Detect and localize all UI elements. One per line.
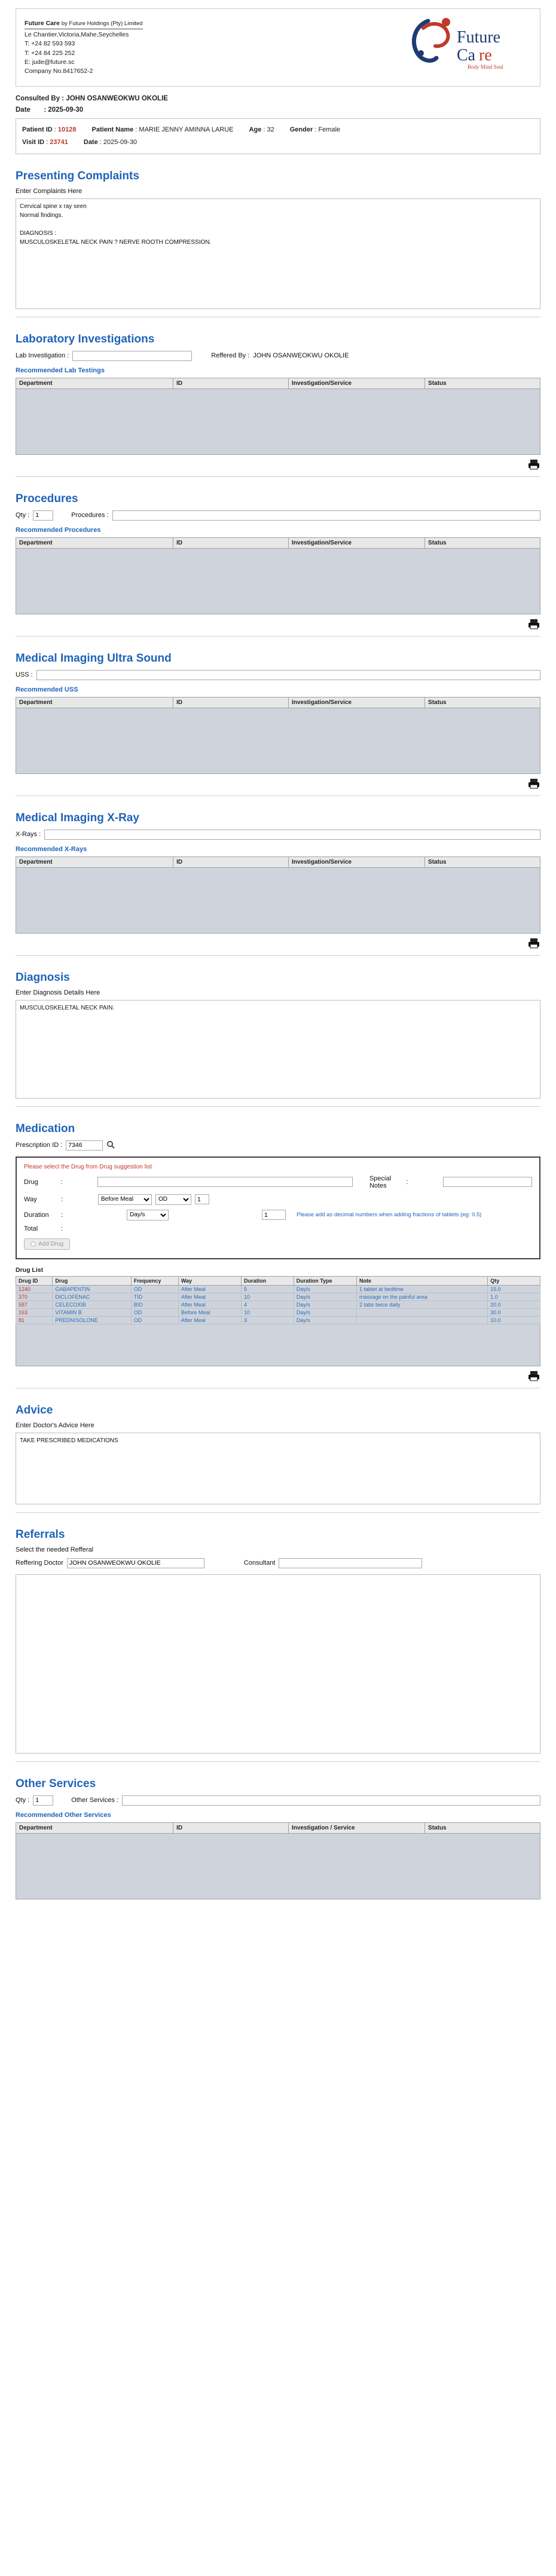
table-row[interactable] [16, 1316, 540, 1324]
recommended-other-services-label: Recommended Other Services [16, 1811, 111, 1819]
duration-unit-select[interactable] [127, 1210, 169, 1220]
diagnosis-title: Diagnosis [16, 971, 70, 984]
divider [16, 476, 540, 477]
presenting-complaints-textarea[interactable] [16, 198, 540, 309]
drug-row-id: 163 [16, 1308, 53, 1316]
table-header-row [16, 697, 540, 708]
drug-input[interactable] [97, 1177, 353, 1187]
other-services-input-label: Other Services : [71, 1797, 119, 1804]
gender-value: Female [318, 126, 341, 133]
drug-row-id: 1240 [16, 1285, 53, 1293]
table-header-row [16, 1822, 540, 1833]
total-label: Total [24, 1225, 38, 1232]
visit-id-value: 23741 [50, 138, 68, 146]
date-line [16, 106, 540, 114]
visit-id-colon: : [46, 138, 48, 146]
drug-row-name: PREDNISOLONE [53, 1316, 132, 1324]
lab-results-table [16, 378, 540, 455]
consultant-label: Consultant [243, 1559, 276, 1567]
referrals-subtitle: Select the needed Refferal [16, 1546, 94, 1553]
procedures-qty-input[interactable] [33, 510, 53, 521]
drug-row-qty: 15.0 [488, 1285, 540, 1293]
medical-imaging-xray-title: Medical Imaging X-Ray [16, 811, 139, 824]
diagnosis-subtitle: Enter Diagnosis Details Here [16, 989, 100, 996]
recommended-lab-testings-label: Recommended Lab Testings [16, 366, 105, 374]
logo-area [394, 16, 531, 79]
visit-date-group [84, 136, 137, 149]
age-colon: : [263, 126, 265, 133]
medication-title: Medication [16, 1122, 75, 1135]
os-empty-body [16, 1833, 540, 1899]
date-label: Date [16, 106, 30, 114]
visit-id-group [22, 136, 68, 149]
drug-row-duration-type: Day/s [294, 1316, 356, 1324]
drug-col-qty: Qty [488, 1276, 540, 1285]
drug-row-note [357, 1308, 488, 1316]
drug-row [24, 1175, 532, 1189]
other-services-input[interactable] [122, 1795, 540, 1806]
special-notes-input[interactable] [443, 1177, 532, 1187]
add-drug-button[interactable] [24, 1238, 70, 1250]
patient-id-group [22, 124, 77, 136]
xray-row [16, 830, 540, 840]
drug-row-note [357, 1316, 488, 1324]
prescription-page [0, 8, 556, 1923]
company-address: Le Chantier,Victoria,Mahe,Seychelles [25, 31, 129, 39]
table-row [16, 1324, 540, 1366]
way-select[interactable] [98, 1194, 152, 1205]
drug-row-name: DICLOFENAC [53, 1293, 132, 1301]
consulted-by-line [16, 95, 540, 102]
svg-text:Ca: Ca [457, 46, 476, 65]
patient-name-colon: : [135, 126, 138, 133]
proc-col-id: ID [173, 537, 289, 548]
table-header-row [16, 856, 540, 867]
printer-icon[interactable] [527, 458, 540, 470]
drug-row-duration: 4 [242, 1301, 294, 1308]
lab-col-id: ID [173, 378, 289, 388]
visit-id-label: Visit ID [22, 138, 45, 146]
other-services-qty-input[interactable] [33, 1795, 53, 1806]
drug-col-duration-type: Duration Type [294, 1276, 356, 1285]
gender-colon: : [314, 126, 317, 133]
consultant-input[interactable] [279, 1558, 422, 1568]
drug-col-note: Note [357, 1276, 488, 1285]
recommended-xrays-label: Recommended X-Rays [16, 845, 87, 853]
drug-row-note: 2 tabs twice daily [357, 1301, 488, 1308]
proc-col-investigation: Investigation/Service [289, 537, 425, 548]
other-services-title: Other Services [16, 1777, 96, 1790]
company-tel-2: T: +24 84 225 252 [25, 49, 75, 57]
date-value: 2025-09-30 [48, 106, 84, 114]
divider [16, 1106, 540, 1107]
uss-input-label: USS : [16, 671, 33, 679]
printer-icon[interactable] [527, 778, 540, 790]
total-colon: : [61, 1225, 63, 1232]
drug-list-empty-space [16, 1324, 540, 1366]
diagnosis-textarea[interactable] [16, 1000, 540, 1099]
drug-col-id: Drug ID [16, 1276, 53, 1285]
xray-empty-body [16, 867, 540, 933]
age-value: 32 [267, 126, 274, 133]
date-colon: : [44, 106, 47, 114]
total-row [24, 1225, 532, 1232]
table-header-row [16, 378, 540, 388]
drug-row-qty: 20.0 [488, 1301, 540, 1308]
special-notes-label: Special Notes [369, 1174, 392, 1189]
drug-row-duration: 10 [242, 1293, 294, 1301]
table-row[interactable] [16, 1308, 540, 1316]
printer-icon[interactable] [527, 1370, 540, 1382]
lab-empty-body [16, 388, 540, 454]
proc-col-department: Department [16, 537, 173, 548]
drug-row-id: 587 [16, 1301, 53, 1308]
lab-col-investigation: Investigation/Service [289, 378, 425, 388]
proc-empty-body [16, 548, 540, 614]
uss-print-row [16, 778, 540, 790]
divider [16, 1761, 540, 1762]
table-row [16, 548, 540, 614]
procedures-print-row [16, 618, 540, 630]
procedures-input-label: Procedures : [71, 512, 109, 519]
lab-investigation-input[interactable] [72, 351, 192, 361]
drug-col-way: Way [178, 1276, 241, 1285]
referrals-row [16, 1558, 540, 1568]
drug-list-table [16, 1276, 540, 1366]
add-drug-row [24, 1238, 532, 1250]
lab-investigation-label: Lab Investigation : [16, 352, 69, 360]
laboratory-investigations-title: Laboratory Investigations [16, 332, 155, 345]
patient-age-group [249, 124, 274, 136]
svg-text:re: re [479, 46, 492, 65]
consulted-by-value: JOHN OSANWEOKWU OKOLIE [66, 95, 168, 102]
printer-icon[interactable] [527, 937, 540, 949]
os-col-investigation: Investigation / Service [289, 1822, 425, 1833]
visit-date-colon: : [99, 138, 102, 146]
company-details [25, 19, 143, 76]
table-header-row [16, 1276, 540, 1285]
drug-row-way: After Meal [178, 1301, 241, 1308]
drug-row-frequency: OD [131, 1316, 178, 1324]
uss-col-id: ID [173, 697, 289, 708]
xray-input[interactable] [44, 830, 540, 840]
duration-colon: : [61, 1211, 63, 1219]
medication-warning-text: Please select the Drug from Drug suggestion list [24, 1163, 152, 1170]
table-header-row [16, 537, 540, 548]
lab-col-department: Department [16, 378, 173, 388]
company-registration-number: Company No.8417652-2 [25, 67, 93, 75]
patient-name-label: Patient Name [91, 126, 134, 133]
divider [16, 636, 540, 637]
patient-info-bar [16, 118, 540, 154]
prescription-id-input[interactable] [66, 1140, 103, 1151]
prescription-id-row [16, 1140, 540, 1151]
table-row [16, 708, 540, 773]
uss-row [16, 670, 540, 680]
drug-row-frequency: OD [131, 1285, 178, 1293]
drug-row-duration: 3 [242, 1316, 294, 1324]
future-care-logo-icon [397, 16, 528, 79]
xray-col-id: ID [173, 856, 289, 867]
duration-label: Duration [24, 1211, 49, 1219]
special-notes-colon: : [406, 1178, 408, 1186]
procedures-input[interactable] [112, 510, 540, 521]
drug-row-name: GABAPENTIN [53, 1285, 132, 1293]
procedures-row [16, 510, 540, 521]
plus-icon [30, 1241, 36, 1247]
drug-row-duration: 5 [242, 1285, 294, 1293]
uss-col-investigation: Investigation/Service [289, 697, 425, 708]
uss-table [16, 697, 540, 774]
lab-referred-by-label: Reffered By : [211, 352, 250, 360]
drug-row-qty: 1.0 [488, 1293, 540, 1301]
medical-imaging-uss-title: Medical Imaging Ultra Sound [16, 651, 172, 665]
procedures-title: Procedures [16, 492, 78, 505]
uss-col-department: Department [16, 697, 173, 708]
consulted-by-label: Consulted By : [16, 95, 65, 102]
prescription-id-label: Prescription ID : [16, 1142, 63, 1149]
drug-col-duration: Duration [242, 1276, 294, 1285]
other-services-table [16, 1822, 540, 1899]
patient-id-value: 10128 [57, 126, 77, 133]
patient-gender-group [290, 124, 340, 136]
xray-col-status: Status [425, 856, 540, 867]
search-icon[interactable] [106, 1140, 115, 1151]
company-name-suffix: by Future Holdings (Pty) Limited [61, 20, 143, 27]
uss-col-status: Status [425, 697, 540, 708]
os-col-department: Department [16, 1822, 173, 1833]
uss-input[interactable] [36, 670, 540, 680]
advice-subtitle: Enter Doctor's Advice Here [16, 1421, 94, 1429]
lab-referred-by-value: JOHN OSANWEOKWU OKOLIE [253, 352, 349, 360]
other-services-qty-label: Qty : [16, 1797, 30, 1804]
drug-row-frequency: TID [131, 1293, 178, 1301]
patient-id-colon: : [54, 126, 56, 133]
drug-row-way: After Meal [178, 1293, 241, 1301]
recommended-uss-label: Recommended USS [16, 686, 78, 693]
drug-row-way: After Meal [178, 1285, 241, 1293]
drug-row-note: massage on the painful area [357, 1293, 488, 1301]
way-label: Way [24, 1195, 37, 1203]
patient-name-group [92, 124, 234, 136]
company-name [25, 19, 143, 29]
drug-row-note: 1 tablet at bedtime [357, 1285, 488, 1293]
frequency-qty-input[interactable] [195, 1194, 209, 1204]
drug-col-drug: Drug [53, 1276, 132, 1285]
table-row [16, 388, 540, 454]
age-label: Age [249, 126, 262, 133]
frequency-select[interactable] [155, 1194, 191, 1205]
way-colon: : [61, 1195, 63, 1203]
lab-col-status: Status [425, 378, 540, 388]
table-row [16, 1833, 540, 1899]
visit-date-label: Date [83, 138, 98, 146]
xray-table [16, 856, 540, 934]
add-drug-button-label: Add Drug [38, 1240, 64, 1247]
drug-row-duration-type: Day/s [294, 1308, 356, 1316]
referrals-title: Referrals [16, 1528, 65, 1541]
duration-row [24, 1210, 532, 1220]
table-row[interactable] [16, 1301, 540, 1308]
drug-row-name: VITAMIN B [53, 1308, 132, 1316]
drug-row-qty: 10.0 [488, 1316, 540, 1324]
xray-input-label: X-Rays : [16, 831, 41, 839]
drug-label: Drug [24, 1178, 38, 1186]
referring-doctor-input[interactable] [67, 1558, 204, 1568]
table-row[interactable] [16, 1293, 540, 1301]
drug-row-id: 370 [16, 1293, 53, 1301]
drug-list-label: Drug List [16, 1266, 44, 1274]
drug-row-duration: 10 [242, 1308, 294, 1316]
lab-print-row [16, 458, 540, 470]
advice-textarea[interactable] [16, 1433, 540, 1504]
procedures-table [16, 537, 540, 614]
letterhead [16, 8, 540, 87]
drug-row-way: After Meal [178, 1316, 241, 1324]
drug-row-duration-type: Day/s [294, 1293, 356, 1301]
company-tel-1: T: +24 82 593 593 [25, 40, 75, 48]
drug-colon: : [60, 1178, 63, 1186]
duration-hint-text: Please add as decimal numbers when adding fractions of tablets (eg: 0.5) [297, 1211, 482, 1219]
drug-row-frequency: OD [131, 1308, 178, 1316]
os-col-id: ID [173, 1822, 289, 1833]
presenting-complaints-title: Presenting Complaints [16, 169, 139, 182]
xray-col-investigation: Investigation/Service [289, 856, 425, 867]
procedures-qty-label: Qty : [16, 512, 30, 519]
uss-empty-body [16, 708, 540, 773]
drug-row-duration-type: Day/s [294, 1301, 356, 1308]
divider [16, 955, 540, 956]
recommended-procedures-label: Recommended Procedures [16, 526, 101, 534]
duration-input[interactable] [262, 1210, 286, 1220]
table-row[interactable] [16, 1285, 540, 1293]
os-col-status: Status [425, 1822, 540, 1833]
printer-icon[interactable] [527, 618, 540, 630]
patient-id-label: Patient ID [22, 126, 53, 133]
visit-date-value: 2025-09-30 [103, 138, 138, 146]
referrals-textarea[interactable] [16, 1574, 540, 1754]
drug-row-frequency: BID [131, 1301, 178, 1308]
medication-print-row [16, 1370, 540, 1382]
company-name-main: Future Care [25, 19, 60, 27]
lab-investigation-row [16, 351, 540, 361]
gender-label: Gender [289, 126, 313, 133]
svg-text:Body Mind Soul: Body Mind Soul [468, 64, 504, 70]
drug-row-duration-type: Day/s [294, 1285, 356, 1293]
table-row [16, 867, 540, 933]
drug-col-frequency: Frequency [131, 1276, 178, 1285]
drug-row-way: Before Meal [178, 1308, 241, 1316]
other-services-row [16, 1795, 540, 1806]
divider [16, 1512, 540, 1513]
way-row [24, 1194, 532, 1205]
presenting-complaints-subtitle: Enter Complaints Here [16, 187, 83, 195]
drug-row-name: CELECOXIB [53, 1301, 132, 1308]
medication-entry-panel [16, 1157, 540, 1259]
svg-text:Future: Future [457, 28, 501, 47]
company-email: E: jude@future.sc [25, 58, 75, 66]
patient-name-value: MARIE JENNY AMINNA LARUE [139, 126, 234, 133]
xray-col-department: Department [16, 856, 173, 867]
advice-title: Advice [16, 1403, 53, 1417]
referring-doctor-label: Reffering Doctor [16, 1559, 63, 1567]
proc-col-status: Status [425, 537, 540, 548]
drug-row-id: 81 [16, 1316, 53, 1324]
xray-print-row [16, 937, 540, 949]
drug-row-qty: 30.0 [488, 1308, 540, 1316]
